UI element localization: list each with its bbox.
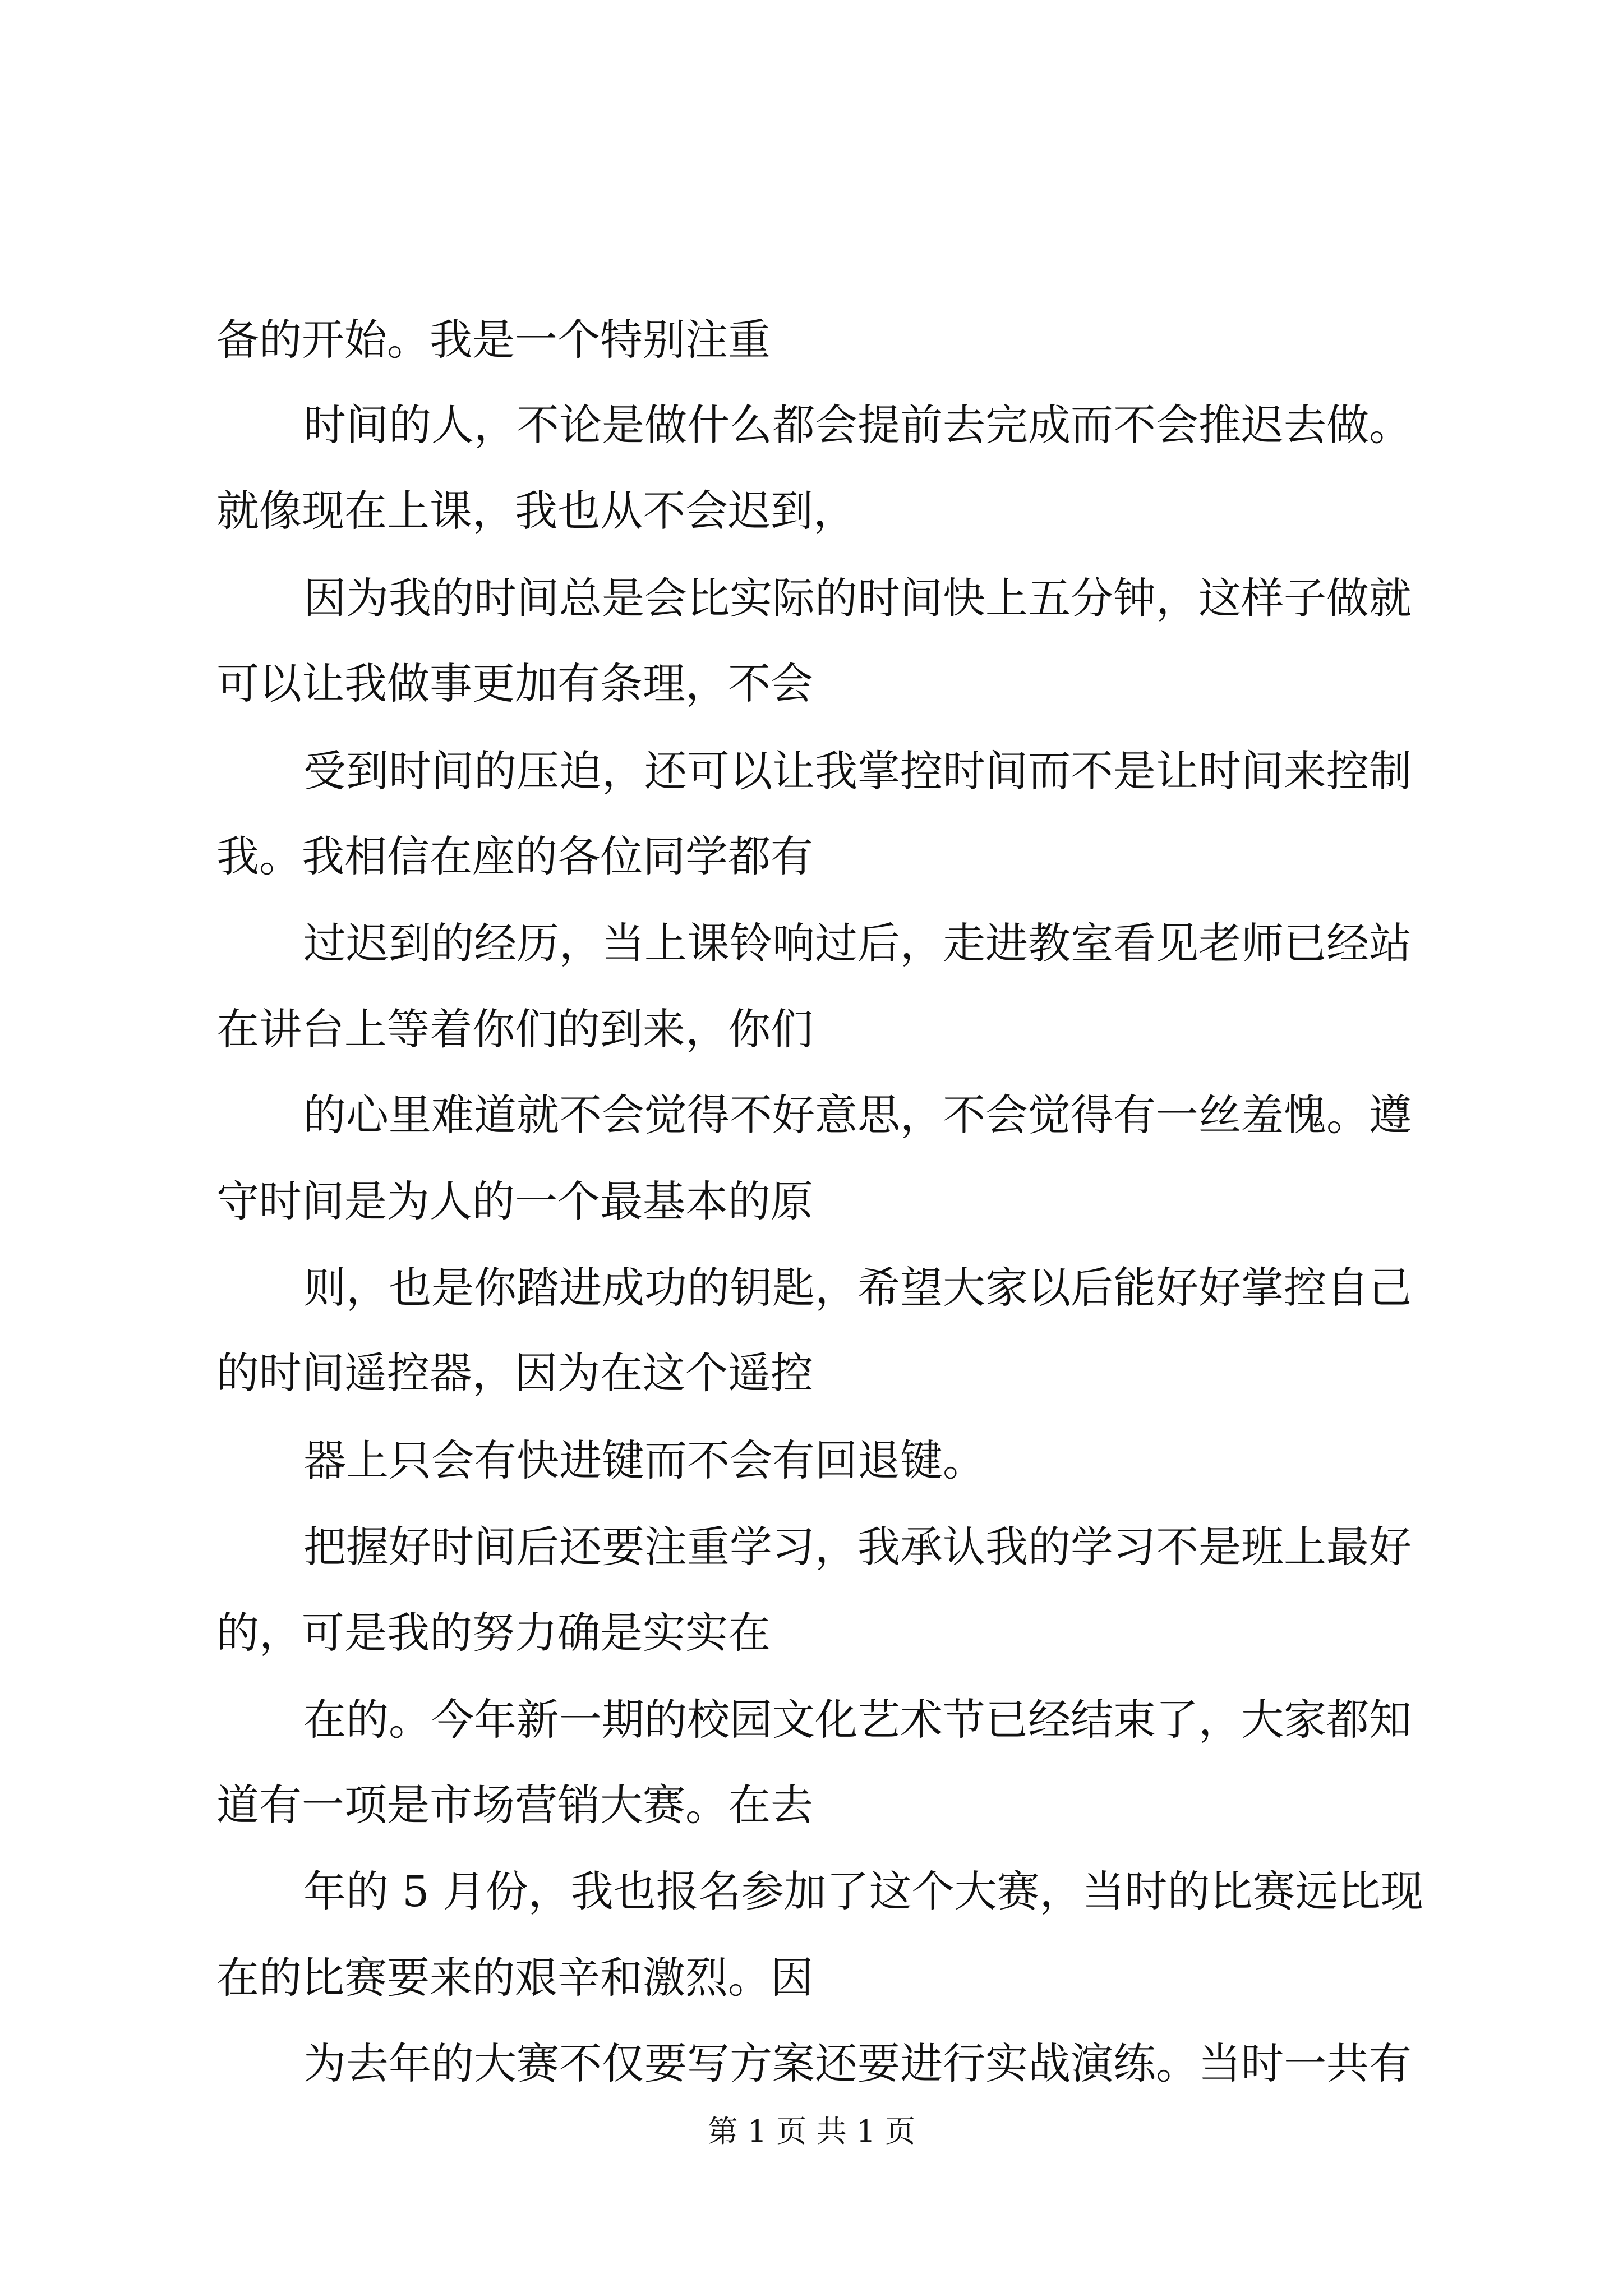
text-line: 受到时间的压迫，还可以让我掌控时间而不是让时间来控制 bbox=[303, 746, 1412, 796]
text-line: 把握好时间后还要注重学习，我承认我的学习不是班上最好 bbox=[303, 1522, 1412, 1572]
text-line: 可以让我做事更加有条理，不会 bbox=[216, 659, 813, 708]
text-line: 时间的人，不论是做什么都会提前去完成而不会推迟去做。 bbox=[303, 400, 1412, 450]
text-line: 器上只会有快进键而不会有回退键。 bbox=[303, 1435, 985, 1485]
text-line: 在的。今年新一期的校园文化艺术节已经结束了，大家都知 bbox=[303, 1695, 1412, 1745]
text-line: 备的开始。我是一个特别注重 bbox=[216, 315, 771, 365]
text-line: 就像现在上课，我也从不会迟到， bbox=[216, 486, 856, 536]
text-line: 的时间遥控器，因为在这个遥控 bbox=[216, 1348, 813, 1398]
text-line: 则，也是你踏进成功的钥匙，希望大家以后能好好掌控自己 bbox=[303, 1263, 1412, 1313]
text-line: 我。我相信在座的各位同学都有 bbox=[216, 831, 813, 881]
text-line: 因为我的时间总是会比实际的时间快上五分钟，这样子做就 bbox=[303, 573, 1412, 623]
text-line: 的，可是我的努力确是实实在 bbox=[216, 1608, 771, 1658]
text-line: 在的比赛要来的艰辛和激烈。因 bbox=[216, 1953, 813, 2003]
text-line: 的心里难道就不会觉得不好意思，不会觉得有一丝羞愧。遵 bbox=[303, 1090, 1412, 1140]
text-line: 过迟到的经历，当上课铃响过后，走进教室看见老师已经站 bbox=[303, 918, 1412, 968]
text-line: 在讲台上等着你们的到来，你们 bbox=[216, 1004, 813, 1054]
text-line: 年的 5 月份，我也报名参加了这个大赛，当时的比赛远比现 bbox=[303, 1866, 1423, 1916]
page-number-footer: 第 1 页 共 1 页 bbox=[707, 2114, 916, 2149]
text-line: 道有一项是市场营销大赛。在去 bbox=[216, 1780, 813, 1830]
text-line: 守时间是为人的一个最基本的原 bbox=[216, 1176, 813, 1226]
text-line: 为去年的大赛不仅要写方案还要进行实战演练。当时一共有 bbox=[303, 2039, 1412, 2088]
